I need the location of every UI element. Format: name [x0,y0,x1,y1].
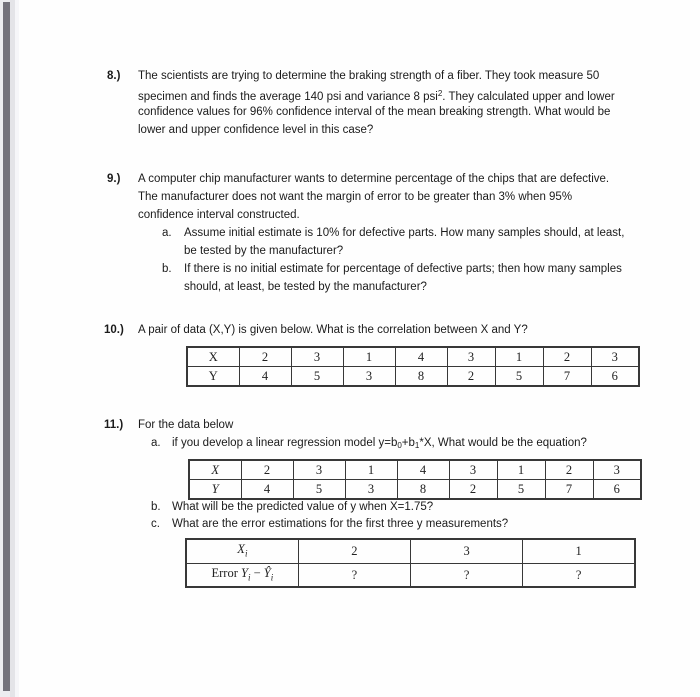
question-8 [107,67,615,139]
q11-item-b-marker: b. [151,501,161,513]
q10-x-cell: 3 [291,347,343,367]
q10-y-header: Y [187,367,239,387]
question-11 [104,416,233,434]
q11-item-c-marker: c. [151,518,160,530]
q10-table-row-x [187,347,639,367]
q10-x-header: X [187,347,239,367]
q11-table-row-y [189,480,641,500]
q10-x-cell: 3 [591,347,639,367]
q9-item-a-text: Assume initial estimate is 10% for defective parts. How many samples should, at least, [184,227,625,239]
q11-xi-cell: 3 [411,539,523,563]
q8-line-4: lower and upper confidence level in this case? [138,124,374,136]
q11-x-cell: 4 [397,460,449,480]
q10-x-cell: 2 [543,347,591,367]
q10-y-cell: 2 [447,367,495,387]
q10-y-cell: 5 [495,367,543,387]
q10-y-cell: 7 [543,367,591,387]
q9-item-b-marker: b. [162,263,172,275]
q11-y-cell: 8 [397,480,449,500]
q11-minus-sign: − [250,565,264,580]
q11-x-cell: 3 [593,460,641,480]
q11-x-cell: 2 [241,460,293,480]
q11-formula-post: *X, What would be the equation? [419,437,587,449]
q11-y-cell: 2 [449,480,497,500]
q10-y-cell: 5 [291,367,343,387]
q11-item-b [151,498,433,516]
q11-y-cell: 3 [345,480,397,500]
q8-line2-pre: specimen and finds the average 140 psi and variance 8 psi [138,91,438,103]
q11-formula-pre: if you develop a linear regression model y=b [172,437,398,449]
q8-number: 8.) [107,70,121,82]
q9-item-a-marker: a. [162,227,172,239]
window-edge-bar [3,2,10,691]
q10-heading-line [104,321,528,339]
q11-error-table-row-error [186,563,635,587]
q10-y-cell: 6 [591,367,639,387]
q9-item-b-line-2: should, at least, be tested by the manufacturer? [184,281,427,293]
q11-number: 11.) [104,419,124,431]
q11-error-label: Error [211,565,241,580]
q9-line1-text: A computer chip manufacturer wants to determine percentage of the chips that are defective. [138,173,610,185]
q11-x-cell: 1 [345,460,397,480]
q10-x-cell: 1 [495,347,543,367]
q11-error-cell: ? [411,563,523,587]
q10-x-cell: 1 [343,347,395,367]
q11-item-c-line [151,515,508,533]
question-9 [107,170,624,296]
q11-yi-subscript: i [247,572,251,582]
q11-item-c-text: What are the error estimations for the first three y measurements? [172,518,509,530]
q11-b1-subscript: 1 [414,441,420,450]
q10-x-cell: 3 [447,347,495,367]
q10-data-table [186,346,640,387]
q11-item-a [151,434,587,452]
q11-error-cell: ? [523,563,635,587]
q9-number: 9.) [107,173,121,185]
q10-y-cell: 8 [395,367,447,387]
q11-table-row-x [189,460,641,480]
q9-item-a-line-1 [162,224,624,242]
q11-formula-mid: +b [401,437,415,449]
q8-line1-text: The scientists are trying to determine the braking strength of a fiber. They took measure 50 [138,70,600,82]
q10-table-row-y [187,367,639,387]
question-10 [104,321,528,339]
q11-xi-cell: 2 [298,539,410,563]
q9-item-a-line-2: be tested by the manufacturer? [184,245,344,257]
q10-number: 10.) [104,324,124,336]
window-edge-fade [15,0,19,697]
q11-xi-header [186,539,298,563]
q11-y-cell: 5 [293,480,345,500]
q11-data-table [188,459,642,500]
q10-y-cell: 4 [239,367,291,387]
q11-x-cell: 1 [497,460,545,480]
q11-yhat-symbol: Ŷ [263,565,271,580]
q11-yi-symbol: Y [241,565,248,580]
q10-x-cell: 2 [239,347,291,367]
q8-psi-superscript: 2 [437,89,443,98]
q11-xi-cell: 1 [523,539,635,563]
q11-b0-subscript: 0 [397,441,402,450]
q11-error-cell: ? [298,563,410,587]
q11-xi-subscript: i [244,548,248,559]
q11-item-b-text: What will be the predicted value of y when X=1.75? [172,501,434,513]
q9-line-1 [107,170,624,188]
q11-y-cell: 4 [241,480,293,500]
q11-error-table [185,538,636,588]
q11-item-b-line [151,498,433,516]
q11-x-cell: 3 [449,460,497,480]
q11-heading-text: For the data below [138,419,234,431]
q8-line-3: confidence values for 96% confidence interval of the mean breaking strength. What would be [138,106,611,118]
q9-item-b-text: If there is no initial estimate for percentage of defective parts; then how many samples [184,263,622,275]
q9-line-3: confidence interval constructed. [138,209,300,221]
q11-y-header: Y [189,480,241,500]
q11-y-cell: 5 [497,480,545,500]
q10-heading-text: A pair of data (X,Y) is given below. What is the correlation between X and Y? [138,324,528,336]
q11-item-a-line [151,434,587,452]
q11-y-cell: 6 [593,480,641,500]
q8-line2-post: . They calculated upper and lower [442,91,615,103]
q8-line-2 [138,85,615,103]
q11-item-c [151,515,508,533]
q11-x-cell: 3 [293,460,345,480]
q10-x-cell: 4 [395,347,447,367]
q11-error-header [186,563,298,587]
q9-line-2: The manufacturer does not want the margin of error to be greater than 3% when 95% [138,191,573,203]
q11-x-cell: 2 [545,460,593,480]
q11-yhat-subscript: i [270,572,274,582]
q11-y-cell: 7 [545,480,593,500]
q9-item-b-line-1 [162,260,624,278]
q8-line-1 [107,67,615,85]
q11-x-header: X [189,460,241,480]
q11-heading-line [104,416,233,434]
q11-error-table-row-xi [186,539,635,563]
q10-y-cell: 3 [343,367,395,387]
q11-xi-symbol: X [237,542,245,556]
q11-item-a-marker: a. [151,437,161,449]
